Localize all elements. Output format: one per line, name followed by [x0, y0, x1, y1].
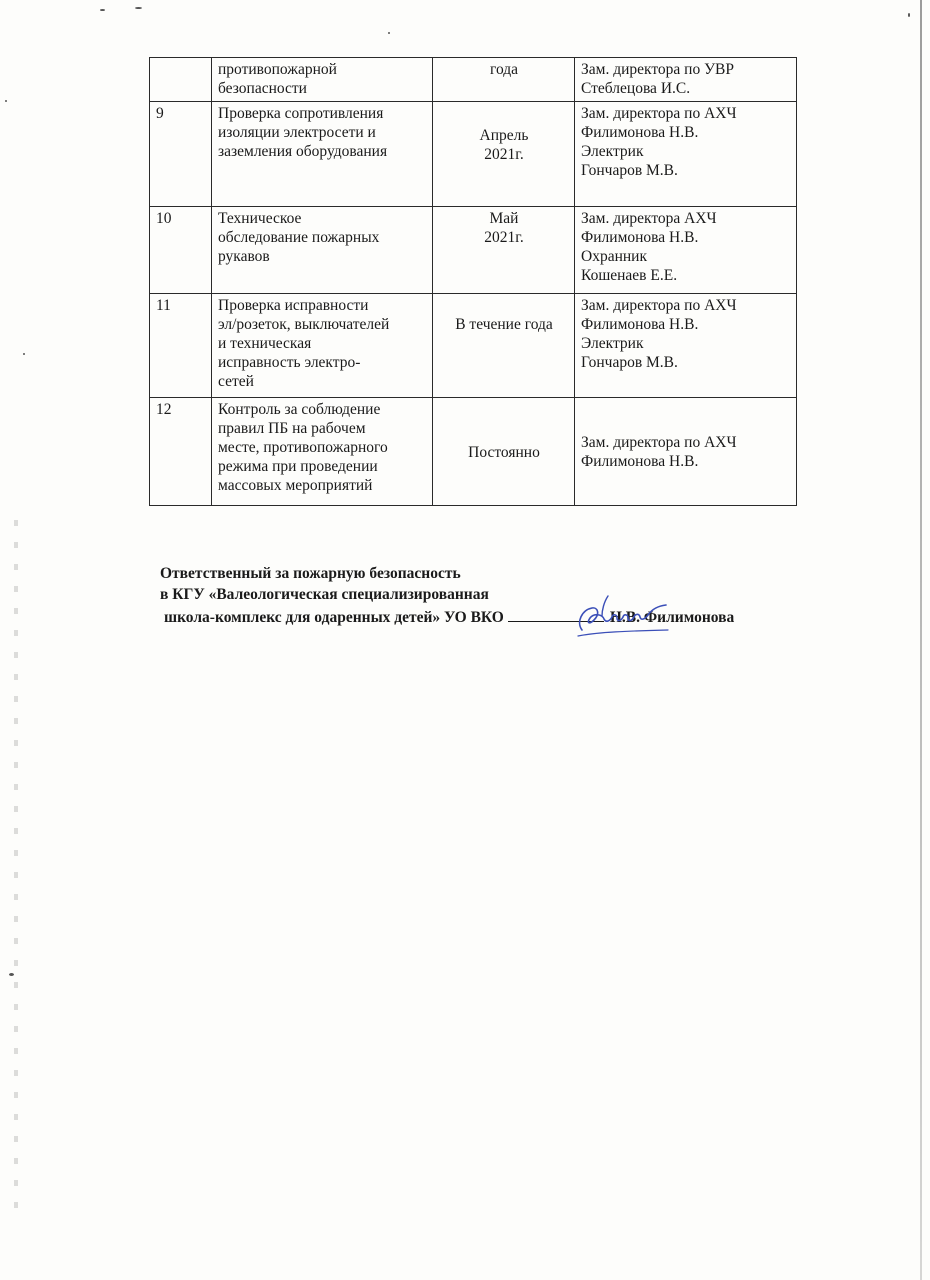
- term-cell: [433, 294, 575, 398]
- responsible-cell: [575, 294, 797, 398]
- task-text: и техническая: [218, 335, 312, 352]
- task-text: рукавов: [218, 248, 270, 265]
- signatory-name: Н.В. Филимонова: [609, 609, 735, 626]
- responsible-text: Зам. директора АХЧ: [581, 210, 717, 227]
- responsible-cell: [575, 58, 797, 102]
- task-cell: [212, 207, 433, 294]
- scan-speck: [100, 9, 105, 11]
- responsible-cell: [575, 398, 797, 506]
- task-text: Проверка сопротивления: [218, 105, 384, 122]
- scan-edge-artifact: [14, 520, 18, 1220]
- task-text: Контроль за соблюдение: [218, 401, 381, 418]
- task-cell: [212, 58, 433, 102]
- task-text: Техническое: [218, 210, 302, 227]
- responsible-text: Зам. директора по УВР: [581, 61, 735, 78]
- responsible-text: Филимонова Н.В.: [581, 453, 699, 470]
- scan-speck: [9, 973, 14, 976]
- scan-speck: [5, 100, 7, 102]
- responsible-text: Зам. директора по АХЧ: [581, 105, 737, 122]
- term-cell: [433, 58, 575, 102]
- responsible-title-line: Ответственный за пожарную безопасность: [160, 565, 461, 582]
- term-text: Постоянно: [468, 443, 540, 461]
- task-text: изоляции электросети и: [218, 124, 376, 141]
- table-row: [150, 294, 797, 398]
- term-text: года: [489, 61, 519, 78]
- scan-speck: [388, 32, 390, 34]
- responsible-text: Филимонова Н.В.: [581, 124, 699, 141]
- responsible-text: Охранник: [581, 248, 647, 265]
- term-text: 2021г.: [484, 146, 524, 163]
- fire-safety-plan-table: [149, 57, 797, 506]
- term-text: Май: [489, 210, 519, 227]
- table-row: [150, 58, 797, 102]
- task-text: массовых мероприятий: [218, 477, 373, 494]
- scan-speck: [23, 353, 25, 355]
- term-text: 2021г.: [484, 229, 524, 246]
- row-number: 9: [150, 102, 212, 207]
- responsible-text: Гончаров М.В.: [581, 354, 678, 371]
- task-text: противопожарной: [218, 61, 337, 78]
- responsible-cell: [575, 207, 797, 294]
- term-cell: [433, 102, 575, 207]
- task-text: Проверка исправности: [218, 297, 369, 314]
- handwritten-signature: [568, 588, 678, 648]
- task-text: сетей: [218, 373, 254, 390]
- responsible-text: Филимонова Н.В.: [581, 316, 699, 333]
- task-text: месте, противопожарного: [218, 439, 388, 456]
- responsible-text: Стеблецова И.С.: [581, 80, 691, 97]
- organization-line: в КГУ «Валеологическая специализированная: [160, 586, 489, 603]
- task-cell: [212, 294, 433, 398]
- responsible-text: Электрик: [581, 143, 644, 160]
- task-text: правил ПБ на рабочем: [218, 420, 366, 437]
- task-cell: [212, 102, 433, 207]
- term-text: В течение года: [455, 316, 553, 333]
- term-cell: [433, 398, 575, 506]
- term-text: Апрель: [479, 127, 529, 144]
- scan-edge-line: [920, 0, 922, 1280]
- task-text: заземления оборудования: [218, 143, 388, 160]
- table-row: [150, 398, 797, 506]
- task-text: обследование пожарных: [218, 229, 380, 246]
- row-number: 12: [150, 398, 212, 506]
- responsible-text: Кошенаев Е.Е.: [581, 267, 678, 284]
- responsible-text: Зам. директора по АХЧ: [581, 297, 737, 314]
- term-cell: [433, 207, 575, 294]
- responsible-text: Филимонова Н.В.: [581, 229, 699, 246]
- task-cell: [212, 398, 433, 506]
- table-row: [150, 207, 797, 294]
- row-number: 11: [150, 294, 212, 398]
- task-text: исправность электро-: [218, 354, 361, 371]
- responsible-text: Электрик: [581, 335, 644, 352]
- responsible-text: Зам. директора по АХЧ: [581, 434, 737, 451]
- task-text: безопасности: [218, 80, 307, 97]
- task-text: режима при проведении: [218, 458, 378, 475]
- row-number: [150, 58, 212, 102]
- scan-speck: [908, 13, 910, 17]
- organization-name-end: школа-комплекс для одаренных детей» УО ВКО: [164, 609, 504, 626]
- row-number: 10: [150, 207, 212, 294]
- responsible-text: Гончаров М.В.: [581, 162, 678, 179]
- task-text: эл/розеток, выключателей: [218, 316, 390, 333]
- table-row: [150, 102, 797, 207]
- responsible-cell: [575, 102, 797, 207]
- scan-speck: [135, 7, 142, 9]
